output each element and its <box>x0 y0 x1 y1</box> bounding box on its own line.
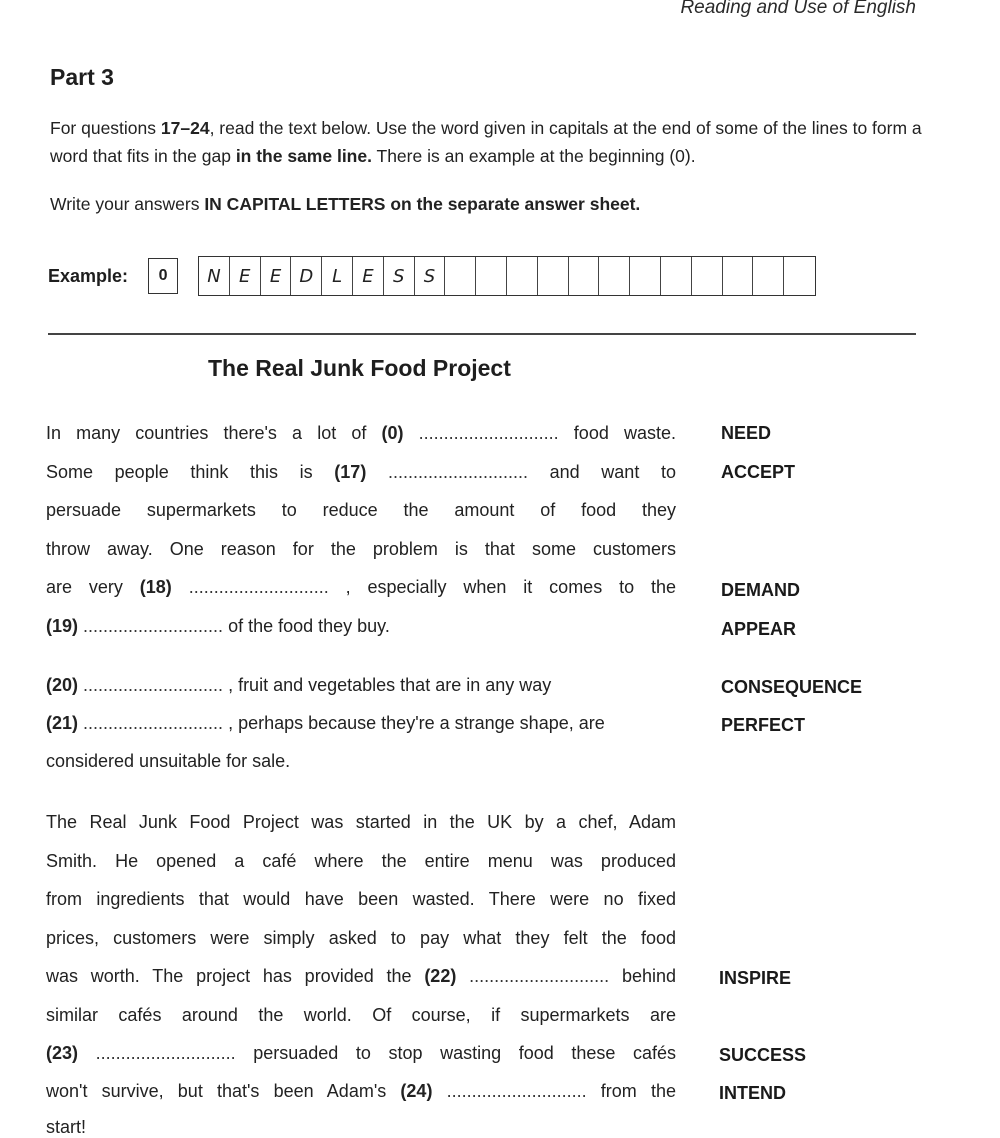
example-letter-cell: S <box>415 257 446 295</box>
keyword-appear: APPEAR <box>721 619 797 639</box>
example-letter-cell <box>630 257 661 295</box>
text-line: In many countries there's a lot of (0) ............................ food waste. <box>46 423 676 443</box>
keyword-demand: DEMAND <box>721 580 800 600</box>
keyword-accept: ACCEPT <box>721 462 796 482</box>
example-letter-cell <box>723 257 754 295</box>
keyword-inspire: INSPIRE <box>719 968 792 988</box>
example-letter-cell: E <box>261 257 292 295</box>
text-line: persuade supermarkets to reduce the amount of food they <box>46 500 676 520</box>
example-letter-cell: E <box>353 257 384 295</box>
text-line: (21) ............................ , perhaps because they're a strange shape, are <box>46 713 605 733</box>
example-letter-cell: N <box>199 257 230 295</box>
answer-instruction: Write your answers IN CAPITAL LETTERS on the separate answer sheet. <box>50 194 641 214</box>
text-line: prices, customers were simply asked to pay what they felt the food <box>46 928 676 948</box>
example-row <box>48 256 816 296</box>
example-answer-grid <box>198 256 816 296</box>
example-letter-cell <box>599 257 630 295</box>
example-letter-cell <box>476 257 507 295</box>
text-line: start! <box>46 1117 87 1137</box>
example-letter-cell <box>784 257 815 295</box>
example-letter-cell <box>753 257 784 295</box>
divider <box>48 333 916 335</box>
section-header: Reading and Use of English <box>680 0 916 18</box>
example-number-box: 0 <box>148 258 178 294</box>
text-line: The Real Junk Food Project was started in the UK by a chef, Adam <box>46 812 676 832</box>
example-letter-cell: S <box>384 257 415 295</box>
text-line: throw away. One reason for the problem is that some customers <box>46 539 676 559</box>
text-line: was worth. The project has provided the (22) ............................ behind <box>46 966 676 986</box>
example-letter-cell <box>445 257 476 295</box>
example-letter-cell <box>507 257 538 295</box>
keyword-consequence: CONSEQUENCE <box>721 677 863 697</box>
text-line: won't survive, but that's been Adam's (24) ............................ from the <box>46 1081 676 1101</box>
text-line: (23) ............................ persuaded to stop wasting food these cafés <box>46 1043 676 1063</box>
example-letter-cell: E <box>230 257 261 295</box>
keyword-need: NEED <box>721 423 772 443</box>
keyword-perfect: PERFECT <box>721 715 806 735</box>
text-line: Smith. He opened a café where the entire menu was produced <box>46 851 676 871</box>
example-letter-cell: L <box>322 257 353 295</box>
text-line: (20) ............................ , fruit and vegetables that are in any way <box>46 675 552 695</box>
text-line: from ingredients that would have been wasted. There were no fixed <box>46 889 676 909</box>
example-letter-cell <box>692 257 723 295</box>
instructions: For questions 17–24, read the text below. Use the word given in capitals at the end of some of the lines to form a word that fits in the gap in the same line. There is an example at the beginning (0). <box>50 118 922 166</box>
example-letter-cell: D <box>291 257 322 295</box>
text-line: are very (18) ............................ , especially when it comes to the <box>46 577 676 597</box>
example-letter-cell <box>569 257 600 295</box>
part-title: Part 3 <box>50 64 114 90</box>
text-title: The Real Junk Food Project <box>208 355 511 381</box>
text-line: Some people think this is (17) ............................ and want to <box>46 462 676 482</box>
keyword-success: SUCCESS <box>719 1045 807 1065</box>
text-line: similar cafés around the world. Of course, if supermarkets are <box>46 1005 676 1025</box>
keyword-intend: INTEND <box>719 1083 786 1103</box>
example-letter-cell <box>661 257 692 295</box>
example-label: Example: <box>48 265 129 286</box>
text-line: considered unsuitable for sale. <box>46 751 291 771</box>
example-letter-cell <box>538 257 569 295</box>
text-line: (19) ............................ of the food they buy. <box>46 616 390 636</box>
